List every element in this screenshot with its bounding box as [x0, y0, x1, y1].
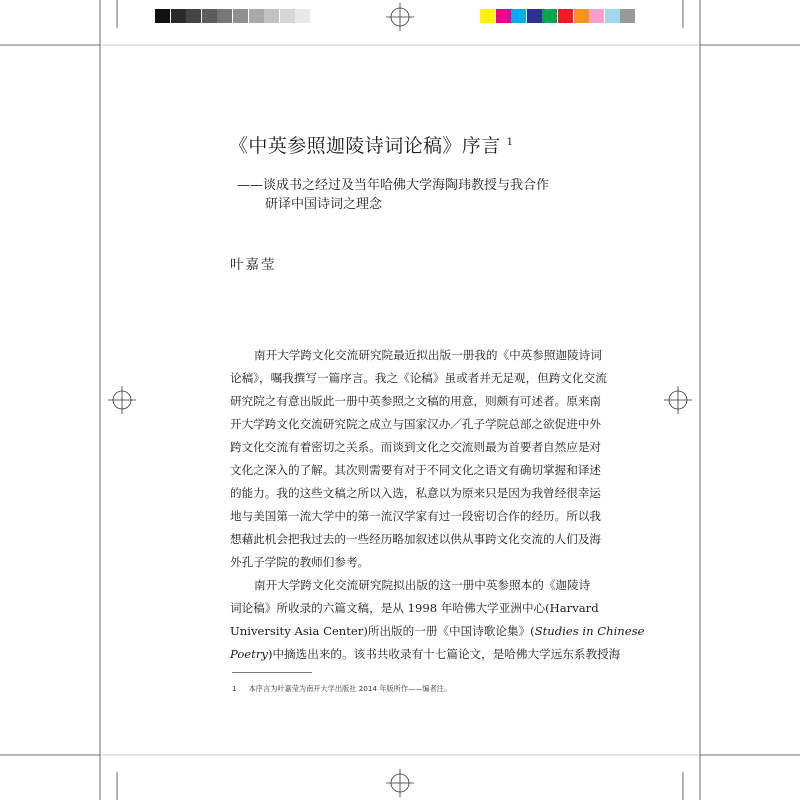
subtitle-line-2: 研译中国诗词之理念 [265, 197, 383, 212]
gray-swatch [233, 9, 248, 23]
italic-book-title: Poetry [230, 647, 268, 661]
footnote-divider [232, 672, 312, 673]
paragraph-line: 地与美国第一流大学中的第一流汉学家有过一段密切合作的经历。所以我 [230, 509, 602, 523]
color-swatch [511, 9, 526, 23]
author-name: 叶嘉莹 [230, 257, 277, 273]
gray-swatch [280, 9, 295, 23]
paragraph-line [230, 646, 621, 662]
footnote-reference: 1 [506, 137, 514, 148]
color-swatch [480, 9, 495, 23]
gray-swatch [264, 9, 279, 23]
paragraph-line: 南开大学跨文化交流研究院最近拟出版一册我的《中英参照迦陵诗词 [254, 348, 602, 362]
footnote-text: 本序言为叶嘉莹为南开大学出版社 2014 年版所作——编者注。 [248, 684, 452, 693]
color-swatch [620, 9, 635, 23]
footnote [232, 684, 451, 694]
page-title [229, 134, 513, 158]
gray-swatch [249, 9, 264, 23]
gray-swatch [295, 9, 310, 23]
color-swatch [558, 9, 573, 23]
paragraph-line: 外孔子学院的教师们参考。 [230, 555, 370, 569]
color-swatch [496, 9, 511, 23]
gray-swatch [202, 9, 217, 23]
paragraph-line: 跨文化交流有着密切之关系。而谈到文化之交流则最为首要者自然应是对 [230, 440, 602, 454]
paragraph-line [230, 623, 645, 639]
paragraph-line: 研究院之有意出版此一册中英参照之文稿的用意，则颇有可述者。原来南 [230, 394, 602, 408]
gray-swatch [186, 9, 201, 23]
italic-book-title: Studies in Chinese [534, 624, 645, 638]
paragraph-line-segment: University Asia Center)所出版的一册《中国诗歌论集》( [230, 624, 535, 638]
color-swatch [605, 9, 620, 23]
color-swatch [527, 9, 542, 23]
gray-swatch [155, 9, 170, 23]
gray-swatch [217, 9, 232, 23]
gray-swatch [171, 9, 186, 23]
title-text: 《中英参照迦陵诗词论稿》序言 [229, 135, 501, 157]
subtitle-line-1: ——谈成书之经过及当年哈佛大学海陶玮教授与我合作 [237, 178, 550, 193]
paragraph-line: 的能力。我的这些文稿之所以入选，私意以为原来只是因为我曾经很幸运 [230, 486, 602, 500]
paragraph-line: 词论稿》所收录的六篇文稿，是从 1998 年哈佛大学亚洲中心(Harvard [230, 601, 599, 615]
paragraph-line: 文化之深入的了解。其次则需要有对于不同文化之语文有确切掌握和译述 [230, 463, 602, 477]
footnote-number: 1 [232, 684, 237, 693]
paragraph-line: 南开大学跨文化交流研究院拟出版的这一册中英参照本的《迦陵诗 [254, 578, 591, 592]
paragraph-line: 开大学跨文化交流研究院之成立与国家汉办／孔子学院总部之欲促进中外 [230, 417, 602, 431]
color-swatch [542, 9, 557, 23]
color-swatch [574, 9, 589, 23]
paragraph-line-segment: )中摘选出来的。该书共收录有十七篇论文，是哈佛大学远东系教授海 [267, 647, 621, 661]
paragraph-line: 论稿》，嘱我撰写一篇序言。我之《论稿》虽或者并无足观，但跨文化交流 [230, 371, 607, 385]
paragraph-line: 想藉此机会把我过去的一些经历略加叙述以供从事跨文化交流的人们及海 [230, 532, 602, 546]
color-swatch [589, 9, 604, 23]
